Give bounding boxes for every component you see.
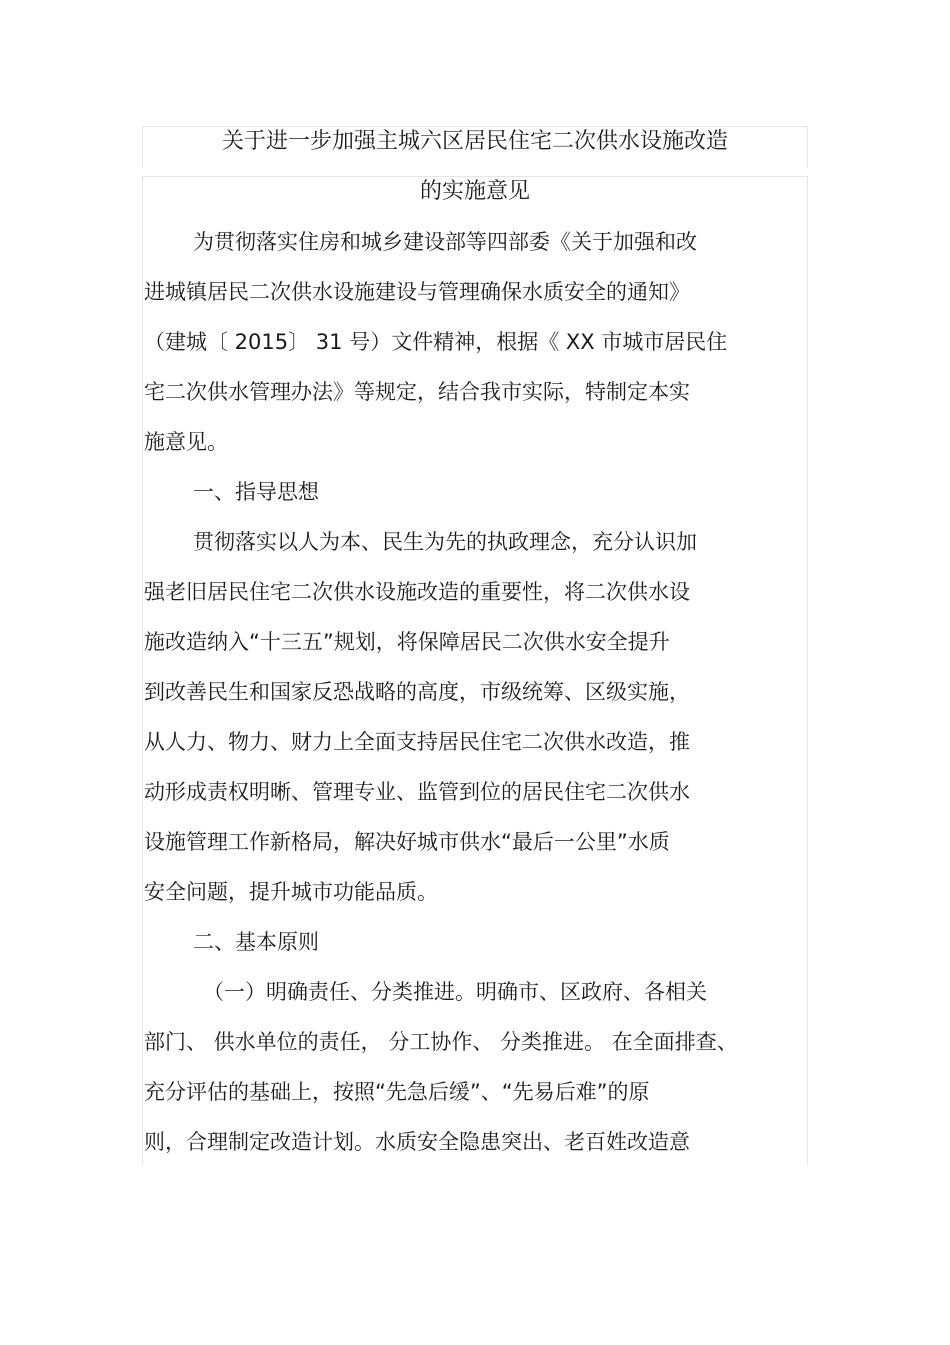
section-heading: 二、基本原则 bbox=[193, 930, 319, 954]
document-title-line-2: 的实施意见 bbox=[419, 179, 530, 204]
paragraph-line: 到改善民生和国家反恐战略的高度，市级统筹、区级实施， bbox=[144, 680, 690, 704]
paragraph-line: 贯彻落实以人为本、民生为先的执政理念，充分认识加 bbox=[193, 530, 697, 554]
paragraph-line: 强老旧居民住宅二次供水设施改造的重要性，将二次供水设 bbox=[144, 580, 690, 604]
paragraph-line: 则，合理制定改造计划。水质安全隐患突出、老百姓改造意 bbox=[144, 1130, 690, 1154]
paragraph-line: 从人力、物力、财力上全面支持居民住宅二次供水改造，推 bbox=[144, 730, 690, 754]
document-title-line-1: 关于进一步加强主城六区居民住宅二次供水设施改造 bbox=[221, 129, 728, 154]
body-frame bbox=[142, 176, 808, 1165]
paragraph-line: （一）明确责任、分类推进。明确市、区政府、各相关 bbox=[203, 980, 707, 1004]
section-heading: 一、指导思想 bbox=[193, 480, 319, 504]
paragraph-line: 充分评估的基础上，按照“先急后缓”、“先易后难”的原 bbox=[144, 1080, 650, 1104]
paragraph-line: 部门、 供水单位的责任， 分工协作、 分类推进。 在全面排查、 bbox=[144, 1030, 738, 1054]
paragraph-line: 设施管理工作新格局，解决好城市供水“最后一公里”水质 bbox=[144, 830, 670, 854]
paragraph-line: 宅二次供水管理办法》等规定，结合我市实际，特制定本实 bbox=[144, 380, 690, 404]
paragraph-line: 施意见。 bbox=[144, 430, 228, 454]
paragraph-line: 进城镇居民二次供水设施建设与管理确保水质安全的通知》 bbox=[144, 280, 690, 304]
paragraph-line: 施改造纳入“十三五”规划，将保障居民二次供水安全提升 bbox=[144, 630, 670, 654]
paragraph-line: 动形成责权明晰、管理专业、监管到位的居民住宅二次供水 bbox=[144, 780, 690, 804]
paragraph-line: 安全问题，提升城市功能品质。 bbox=[144, 880, 438, 904]
paragraph-line: （建城〔 2015〕 31 号）文件精神，根据《 XX 市城市居民住 bbox=[144, 330, 728, 354]
paragraph-line: 为贯彻落实住房和城乡建设部等四部委《关于加强和改 bbox=[193, 230, 697, 254]
